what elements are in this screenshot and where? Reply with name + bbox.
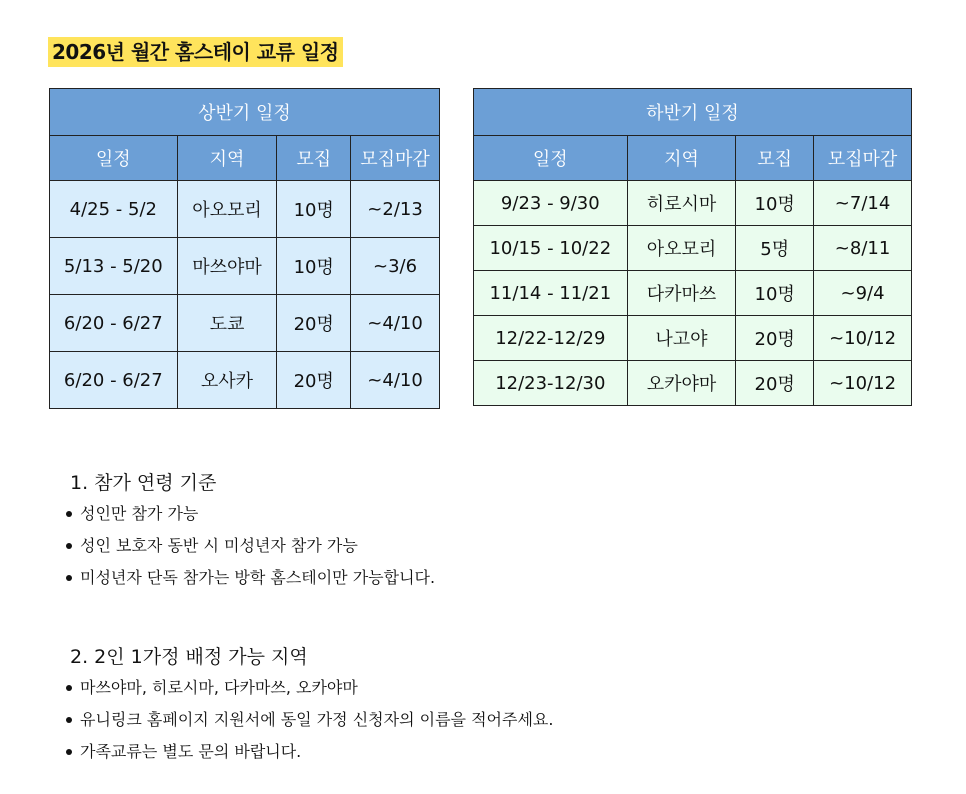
capacity-cell: 10명 [277,238,351,295]
table-row [474,316,912,361]
table-row [474,226,912,271]
schedule-cell: 6/20 - 6/27 [50,352,178,409]
region-cell: 아오모리 [627,226,736,271]
schedule-cell: 5/13 - 5/20 [50,238,178,295]
column-header-schedule: 일정 [50,136,178,181]
first-half-schedule-table [49,88,440,409]
column-header-deadline: 모집마감 [351,136,440,181]
list-item: 마쓰야마, 히로시마, 다카마쓰, 오카야마 [66,672,553,704]
schedule-cell: 12/22-12/29 [474,316,628,361]
column-header-region: 지역 [627,136,736,181]
schedule-cell: 12/23-12/30 [474,361,628,406]
region-cell: 아오모리 [177,181,277,238]
deadline-cell: ~3/6 [351,238,440,295]
table-row [50,295,440,352]
capacity-cell: 10명 [736,181,814,226]
capacity-cell: 10명 [277,181,351,238]
region-cell: 마쓰야마 [177,238,277,295]
table-row [474,361,912,406]
page-title: 2026년 월간 홈스테이 교류 일정 [48,37,343,67]
table-caption: 상반기 일정 [50,89,440,136]
deadline-cell: ~8/11 [814,226,912,271]
capacity-cell: 5명 [736,226,814,271]
deadline-cell: ~4/10 [351,295,440,352]
table-row [474,181,912,226]
capacity-cell: 20명 [736,361,814,406]
schedule-cell: 9/23 - 9/30 [474,181,628,226]
list-item: 성인만 참가 가능 [66,498,435,530]
region-cell: 다카마쓰 [627,271,736,316]
table-row [474,271,912,316]
capacity-cell: 20명 [277,352,351,409]
deadline-cell: ~4/10 [351,352,440,409]
schedule-cell: 4/25 - 5/2 [50,181,178,238]
list-item: 가족교류는 별도 문의 바랍니다. [66,736,553,768]
column-header-region: 지역 [177,136,277,181]
region-cell: 오카야마 [627,361,736,406]
list-item: 미성년자 단독 참가는 방학 홈스테이만 가능합니다. [66,562,435,594]
column-header-capacity: 모집 [736,136,814,181]
deadline-cell: ~9/4 [814,271,912,316]
deadline-cell: ~10/12 [814,316,912,361]
region-cell: 히로시마 [627,181,736,226]
deadline-cell: ~2/13 [351,181,440,238]
table-row [50,352,440,409]
section-age-criteria-heading: 1. 참가 연령 기준 [70,472,217,494]
two-person-region-list [66,672,553,768]
capacity-cell: 20명 [277,295,351,352]
capacity-cell: 20명 [736,316,814,361]
column-header-schedule: 일정 [474,136,628,181]
table-row [50,181,440,238]
column-header-capacity: 모집 [277,136,351,181]
list-item: 유니링크 홈페이지 지원서에 동일 가정 신청자의 이름을 적어주세요. [66,704,553,736]
column-header-deadline: 모집마감 [814,136,912,181]
schedule-cell: 10/15 - 10/22 [474,226,628,271]
age-criteria-list [66,498,435,594]
schedule-cell: 6/20 - 6/27 [50,295,178,352]
table-caption: 하반기 일정 [474,89,912,136]
deadline-cell: ~7/14 [814,181,912,226]
second-half-schedule-table [473,88,912,406]
region-cell: 오사카 [177,352,277,409]
deadline-cell: ~10/12 [814,361,912,406]
table-row [50,238,440,295]
schedule-cell: 11/14 - 11/21 [474,271,628,316]
capacity-cell: 10명 [736,271,814,316]
section-two-person-region-heading: 2. 2인 1가정 배정 가능 지역 [70,646,308,668]
region-cell: 도쿄 [177,295,277,352]
list-item: 성인 보호자 동반 시 미성년자 참가 가능 [66,530,435,562]
region-cell: 나고야 [627,316,736,361]
